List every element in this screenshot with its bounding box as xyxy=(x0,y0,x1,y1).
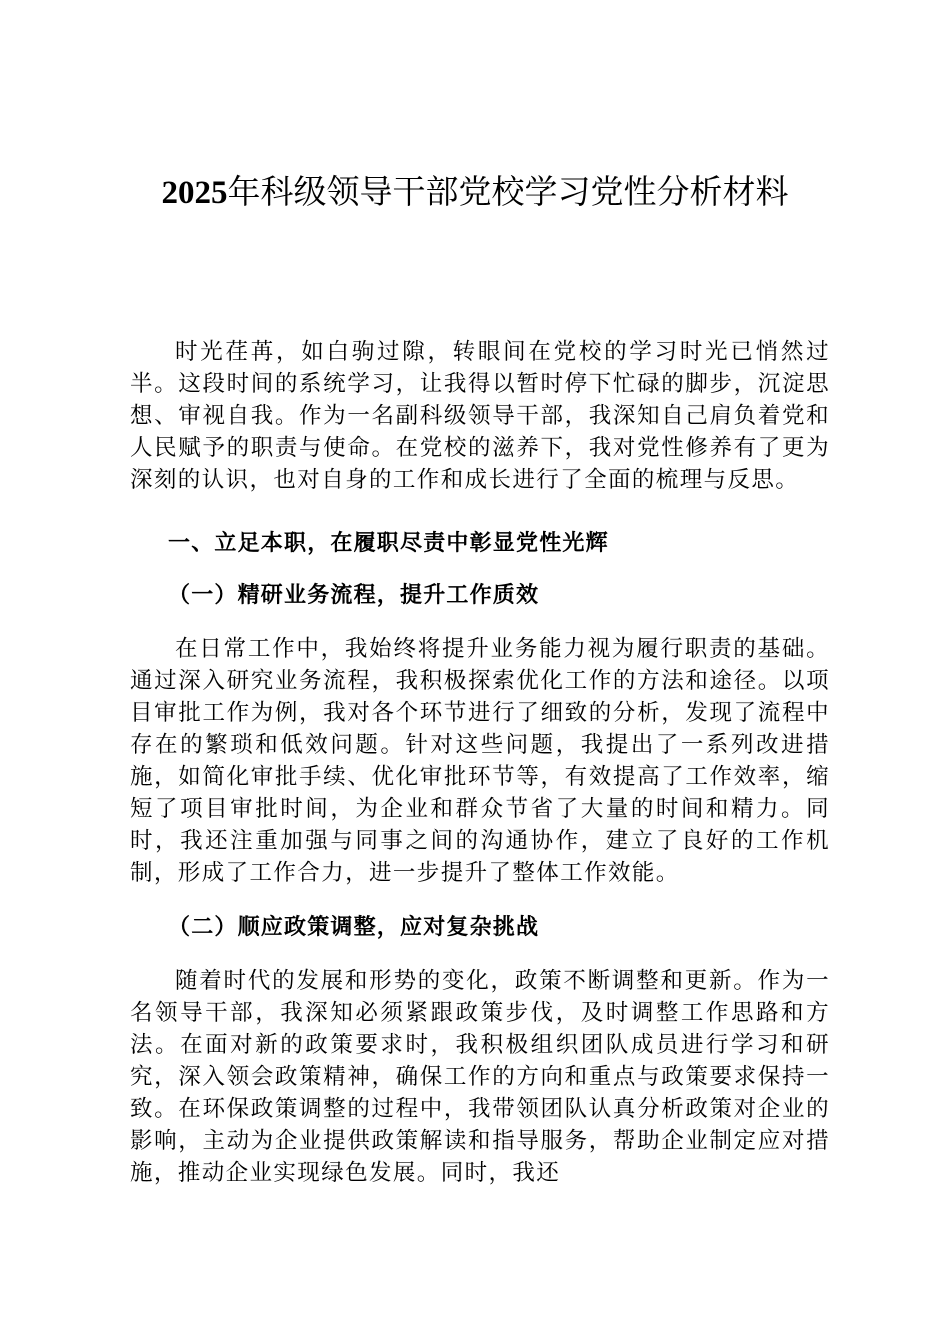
section-heading-1: 一、立足本职，在履职尽责中彰显党性光辉 xyxy=(168,530,609,556)
subsection-body-1: 在日常工作中，我始终将提升业务能力视为履行职责的基础。通过深入研究业务流程，我积极探索优化工作的方法和途径。以项目审批工作为例，我对各个环节进行了细致的分析，发现了流程中存在的繁琐和低效问题。针对这些问题，我提出了一系列改进措施，如简化审批手续、优化审批环节等，有效提高了工作效率，缩短了项目审批时间，为企业和群众节省了大量的时间和精力。同时，我还注重加强与同事之间的沟通协作，建立了良好的工作机制，形成了工作合力，进一步提升了整体工作效能。 xyxy=(130,636,830,886)
title-text: 年科级领导干部党校学习党性分析材料 xyxy=(227,172,789,211)
subsection-heading-1: （一）精研业务流程，提升工作质效 xyxy=(168,582,540,608)
subsection-body-2: 随着时代的发展和形势的变化，政策不断调整和更新。作为一名领导干部，我深知必须紧跟政策步伐，及时调整工作思路和方法。在面对新的政策要求时，我积极组织团队成员进行学习和研究，深入领会政策精神，确保工作的方向和重点与政策要求保持一致。在环保政策调整的过程中，我带领团队认真分析政策对企业的影响，主动为企业提供政策解读和指导服务，帮助企业制定应对措施，推动企业实现绿色发展。同时，我还 xyxy=(130,968,830,1186)
intro-paragraph: 时光荏苒，如白驹过隙，转眼间在党校的学习时光已悄然过半。这段时间的系统学习，让我得以暂时停下忙碌的脚步，沉淀思想、审视自我。作为一名副科级领导干部，我深知自己肩负着党和人民赋予的职责与使命。在党校的滋养下，我对党性修养有了更为深刻的认识，也对自身的工作和成长进行了全面的梳理与反思。 xyxy=(130,339,830,493)
document-title xyxy=(0,168,950,217)
document-body xyxy=(130,336,830,1189)
title-year: 2025 xyxy=(161,175,228,211)
subsection-heading-2: （二）顺应政策调整，应对复杂挑战 xyxy=(168,914,540,940)
